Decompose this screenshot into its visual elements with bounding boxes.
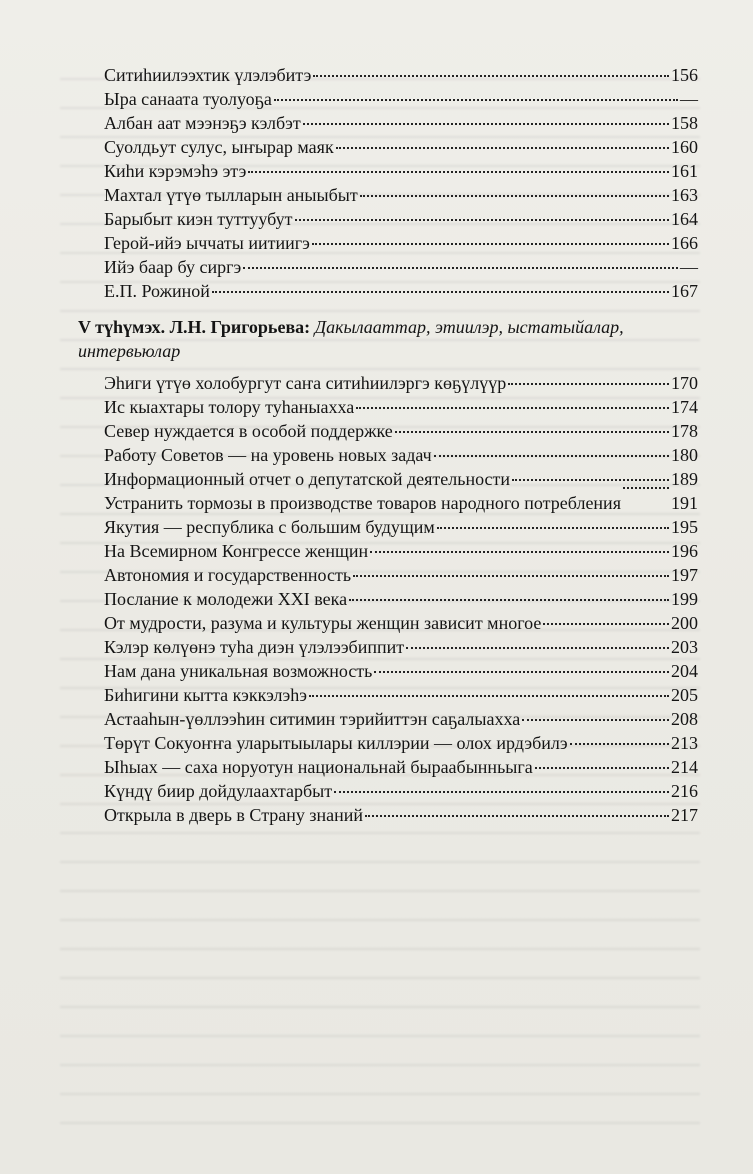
toc-entry-page: 180 bbox=[671, 445, 698, 465]
dot-leader bbox=[623, 487, 669, 489]
toc-entry bbox=[104, 419, 698, 443]
toc-list-top bbox=[78, 63, 698, 303]
toc-entry bbox=[104, 231, 698, 255]
toc-entry bbox=[104, 111, 698, 135]
dot-leader bbox=[248, 171, 669, 173]
toc-entry-title: Устранить тормозы в производстве товаров народного потребления bbox=[104, 493, 621, 513]
toc-entry-title: Астааһын-үөллээһин ситимин тэрийиттэн саҕалыахха bbox=[104, 709, 521, 729]
toc-entry-page: 178 bbox=[671, 421, 698, 441]
toc-entry-page: 174 bbox=[671, 397, 698, 417]
dot-leader bbox=[374, 671, 669, 673]
dot-leader bbox=[295, 219, 670, 221]
toc-entry bbox=[104, 87, 698, 111]
toc-entry-page: 216 bbox=[671, 781, 698, 801]
dot-leader bbox=[212, 291, 669, 293]
dot-leader bbox=[313, 75, 669, 77]
dot-leader bbox=[309, 695, 669, 697]
toc-entry bbox=[104, 803, 698, 827]
dot-leader bbox=[370, 551, 669, 553]
toc-entry-title: Герой-ийэ ыччаты иитиигэ bbox=[104, 233, 310, 253]
dot-leader bbox=[543, 623, 669, 625]
toc-entry-title: Барыбыт киэн туттуубут bbox=[104, 209, 293, 229]
toc-entry-title: Ийэ баар бу сиргэ bbox=[104, 257, 242, 277]
toc-entry bbox=[104, 611, 698, 635]
toc-entry bbox=[104, 371, 698, 395]
toc-entry bbox=[104, 587, 698, 611]
toc-entry bbox=[104, 207, 698, 231]
toc-entry-page: 208 bbox=[671, 709, 698, 729]
toc-entry-title: Ыра санаата туолуоҕа bbox=[104, 89, 272, 109]
toc-entry bbox=[104, 443, 698, 467]
dot-leader bbox=[437, 527, 669, 529]
toc-entry-title: Север нуждается в особой поддержке bbox=[104, 421, 393, 441]
toc-entry-title: Суолдьут сулус, ыҥырар маяк bbox=[104, 137, 334, 157]
toc-entry-page: 161 bbox=[671, 161, 698, 181]
toc-entry-page: 189 bbox=[671, 469, 698, 489]
toc-entry-page: 217 bbox=[671, 805, 698, 825]
toc-entry-title: Кэлэр көлүөнэ туһа диэн үлэлээбиппит bbox=[104, 637, 405, 657]
toc-entry-title: Открыла в дверь в Страну знаний bbox=[104, 805, 364, 825]
toc-entry-page: 163 bbox=[671, 185, 698, 205]
section-subtitle: Дакылааттар, этиилэр, ыстатыйалар, интервьюлар bbox=[78, 317, 624, 361]
toc-entry-page: 195 bbox=[671, 517, 698, 537]
toc-entry-title: Эһиги үтүө холобургут саҥа ситиһиилэргэ көҕүлүүр bbox=[104, 373, 507, 393]
toc-entry bbox=[104, 491, 698, 515]
toc-entry-title: Нам дана уникальная возможность bbox=[104, 661, 373, 681]
dot-leader bbox=[535, 767, 669, 769]
toc-entry-page: 200 bbox=[671, 613, 698, 633]
dot-leader bbox=[353, 575, 669, 577]
toc-entry-page: 164 bbox=[671, 209, 698, 229]
toc-entry-title: Послание к молодежи XXI века bbox=[104, 589, 348, 609]
toc-entry-page: 166 bbox=[671, 233, 698, 253]
toc-entry-title: Махтал үтүө тылларын аныыбыт bbox=[104, 185, 358, 205]
toc-entry-page: 199 bbox=[671, 589, 698, 609]
toc-entry-title: Ис кыахтары толору туһаныахха bbox=[104, 397, 355, 417]
toc-entry bbox=[104, 63, 698, 87]
toc-entry-title: Киһи кэрэмэһэ этэ bbox=[104, 161, 247, 181]
dot-leader bbox=[243, 267, 678, 269]
dot-leader bbox=[434, 455, 669, 457]
toc-entry-page: 167 bbox=[671, 281, 698, 301]
toc-entry-page: 156 bbox=[671, 65, 698, 85]
toc-entry bbox=[104, 635, 698, 659]
dot-leader bbox=[570, 743, 669, 745]
dot-leader bbox=[522, 719, 669, 721]
toc-entry-page: 196 bbox=[671, 541, 698, 561]
toc-entry-page: 213 bbox=[671, 733, 698, 753]
dot-leader bbox=[512, 479, 669, 481]
toc-entry-title: Информационный отчет о депутатской деятельности bbox=[104, 469, 511, 489]
dot-leader bbox=[356, 407, 669, 409]
toc-entry bbox=[104, 135, 698, 159]
toc-entry-page: 158 bbox=[671, 113, 698, 133]
toc-entry bbox=[104, 183, 698, 207]
toc-entry-title: Автономия и государственность bbox=[104, 565, 352, 585]
toc-entry-title: Якутия — республика с большим будущим bbox=[104, 517, 435, 537]
toc-entry-title: Күндү биир дойдулаахтарбыт bbox=[104, 781, 333, 801]
dot-leader bbox=[303, 123, 669, 125]
toc-entry bbox=[104, 755, 698, 779]
toc-list-section bbox=[78, 371, 698, 827]
toc-entry bbox=[104, 731, 698, 755]
toc-entry-page: 197 bbox=[671, 565, 698, 585]
toc-entry-page: 191 bbox=[671, 493, 698, 513]
toc-entry bbox=[104, 159, 698, 183]
toc-entry-title: Ситиһиилээхтик үлэлэбитэ bbox=[104, 65, 312, 85]
toc-entry-page: 203 bbox=[671, 637, 698, 657]
toc-entry-page: 205 bbox=[671, 685, 698, 705]
toc-entry bbox=[104, 683, 698, 707]
toc-entry bbox=[104, 779, 698, 803]
toc-entry-page: 160 bbox=[671, 137, 698, 157]
dot-leader bbox=[312, 243, 669, 245]
toc-entry bbox=[104, 539, 698, 563]
table-of-contents bbox=[78, 63, 698, 827]
dot-leader bbox=[274, 99, 678, 101]
toc-entry bbox=[104, 563, 698, 587]
section-heading bbox=[78, 315, 698, 363]
toc-entry-page: 170 bbox=[671, 373, 698, 393]
dot-leader bbox=[349, 599, 669, 601]
toc-entry-title: Работу Советов — на уровень новых задач bbox=[104, 445, 432, 465]
toc-entry bbox=[104, 255, 698, 279]
toc-entry-page: 204 bbox=[671, 661, 698, 681]
toc-entry bbox=[104, 707, 698, 731]
toc-entry-page: — bbox=[680, 257, 698, 277]
dot-leader bbox=[360, 195, 669, 197]
toc-entry-title: Төрүт Сокуоҥҥа уларытыылары киллэрии — олох ирдэбилэ bbox=[104, 733, 568, 753]
toc-entry-title: Ыһыах — саха норуотун национальнай быраабынньыга bbox=[104, 757, 533, 777]
section-label: V түһүмэх. Л.Н. Григорьева: bbox=[78, 317, 311, 337]
dot-leader bbox=[365, 815, 669, 817]
toc-entry-page: — bbox=[680, 89, 698, 109]
toc-entry bbox=[104, 515, 698, 539]
toc-entry-title: На Всемирном Конгрессе женщин bbox=[104, 541, 369, 561]
dot-leader bbox=[508, 383, 669, 385]
toc-entry bbox=[104, 279, 698, 303]
dot-leader bbox=[406, 647, 669, 649]
toc-entry bbox=[104, 467, 698, 491]
dot-leader bbox=[395, 431, 669, 433]
toc-entry-page: 214 bbox=[671, 757, 698, 777]
toc-entry bbox=[104, 395, 698, 419]
toc-entry-title: Е.П. Рожиной bbox=[104, 281, 210, 301]
dot-leader bbox=[334, 791, 669, 793]
dot-leader bbox=[336, 147, 669, 149]
toc-entry-title: От мудрости, разума и культуры женщин зависит многое bbox=[104, 613, 542, 633]
toc-entry-title: Албан аат мээнэҕэ кэлбэт bbox=[104, 113, 301, 133]
toc-entry-title: Биһигини кытта кэккэлэһэ bbox=[104, 685, 307, 705]
toc-entry bbox=[104, 659, 698, 683]
